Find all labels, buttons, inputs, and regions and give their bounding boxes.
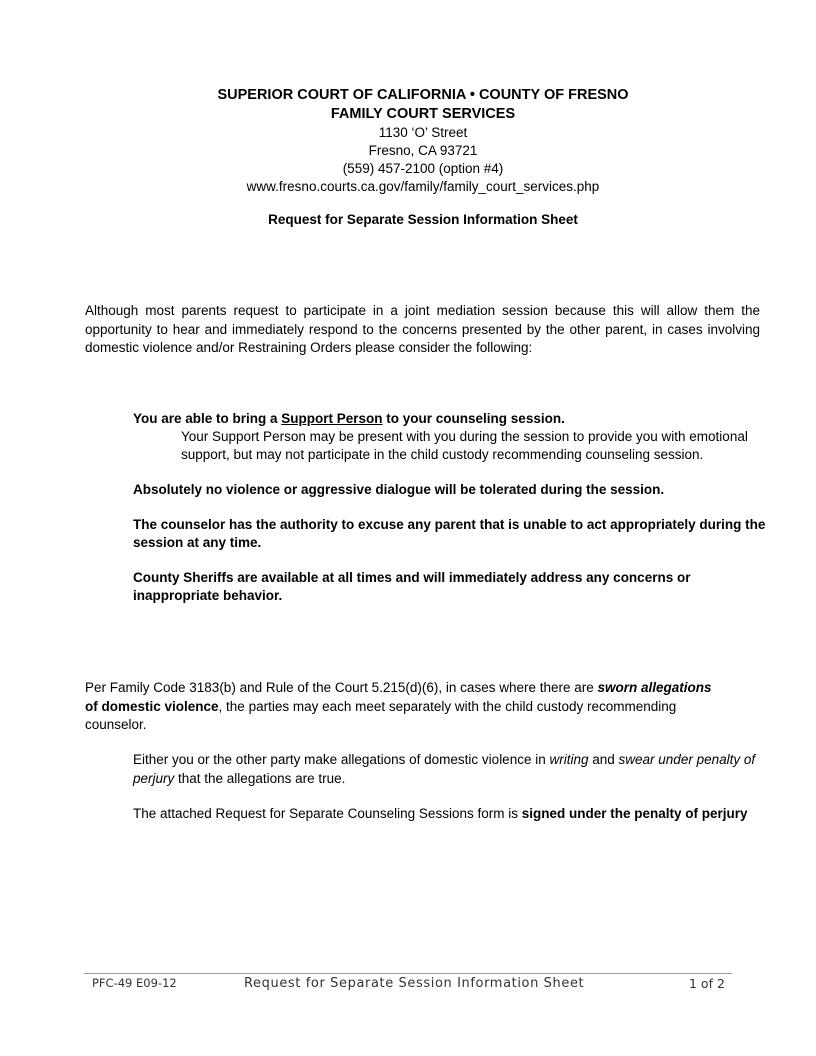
court-name: SUPERIOR COURT OF CALIFORNIA • COUNTY OF FRESNO xyxy=(217,87,629,103)
family-code-of: of xyxy=(85,698,102,714)
condition2-b: signed under the penalty of perjury xyxy=(521,806,748,821)
family-code-part3: , the parties may each meet separately with the child custody recommending counselor. xyxy=(85,698,677,732)
domestic-violence-term: domestic violence xyxy=(101,698,219,714)
phone-number: (559) 457-2100 (option #4) xyxy=(342,161,504,176)
footer-form-number: PFC-49 E09-12 xyxy=(92,976,177,990)
support-post: to your counseling session. xyxy=(382,411,565,426)
condition-signed-form xyxy=(133,805,758,824)
condition-allegations xyxy=(133,751,758,788)
family-code-paragraph xyxy=(85,679,725,735)
no-violence-rule: Absolutely no violence or aggressive dialogue will be tolerated during the session. xyxy=(133,482,665,497)
department-name: FAMILY COURT SERVICES xyxy=(330,106,516,122)
support-person-heading xyxy=(133,410,773,428)
support-pre: You are able to bring a xyxy=(133,411,282,426)
session-guidelines xyxy=(133,410,773,605)
condition1-swear: swear under penalty of perjury xyxy=(133,752,756,786)
footer-divider xyxy=(84,973,732,974)
separate-session-conditions xyxy=(133,751,758,824)
condition2-a: The attached Request for Separate Counseling Sessions form is xyxy=(133,806,522,821)
court-header xyxy=(0,86,816,196)
sheet-title: Request for Separate Session Information Sheet xyxy=(268,212,578,227)
family-code-part1: Per Family Code 3183(b) and Rule of the Court 5.215(d)(6), in cases where there are xyxy=(85,680,598,695)
sworn-allegations: sworn allegations xyxy=(597,680,712,695)
condition1-a: Either you or the other party make allegations of domestic violence in xyxy=(133,752,550,767)
condition1-writing: writing xyxy=(549,752,589,767)
support-person-detail: Your Support Person may be present with you during the session to provide you with emotional support, but may not participate in the child custody recommending counseling session. xyxy=(181,429,748,462)
footer-page-number: 1 of 2 xyxy=(689,976,725,991)
city-address: Fresno, CA 93721 xyxy=(368,143,478,158)
website-url: www.fresno.courts.ca.gov/family/family_court_services.php xyxy=(246,179,600,194)
condition1-b: that the allegations are true. xyxy=(174,770,346,786)
support-person-term: Support Person xyxy=(281,411,383,426)
sheriffs-rule: County Sheriffs are available at all times and will immediately address any concerns or inappropriate behavior. xyxy=(133,570,691,603)
counselor-authority-rule: The counselor has the authority to excuse any parent that is unable to act appropriately during the session at any time. xyxy=(133,517,766,550)
condition1-and: and xyxy=(588,752,619,767)
footer-title: Request for Separate Session Information Sheet xyxy=(244,976,585,991)
street-address: 1130 ‘O’ Street xyxy=(378,125,468,140)
intro-paragraph: Although most parents request to participate in a joint mediation session because this will allow them the opportunity to hear and immediately respond to the concerns presented by the other parent, in cases involving domestic violence and/or Restraining Orders please consider the following: xyxy=(85,303,760,355)
